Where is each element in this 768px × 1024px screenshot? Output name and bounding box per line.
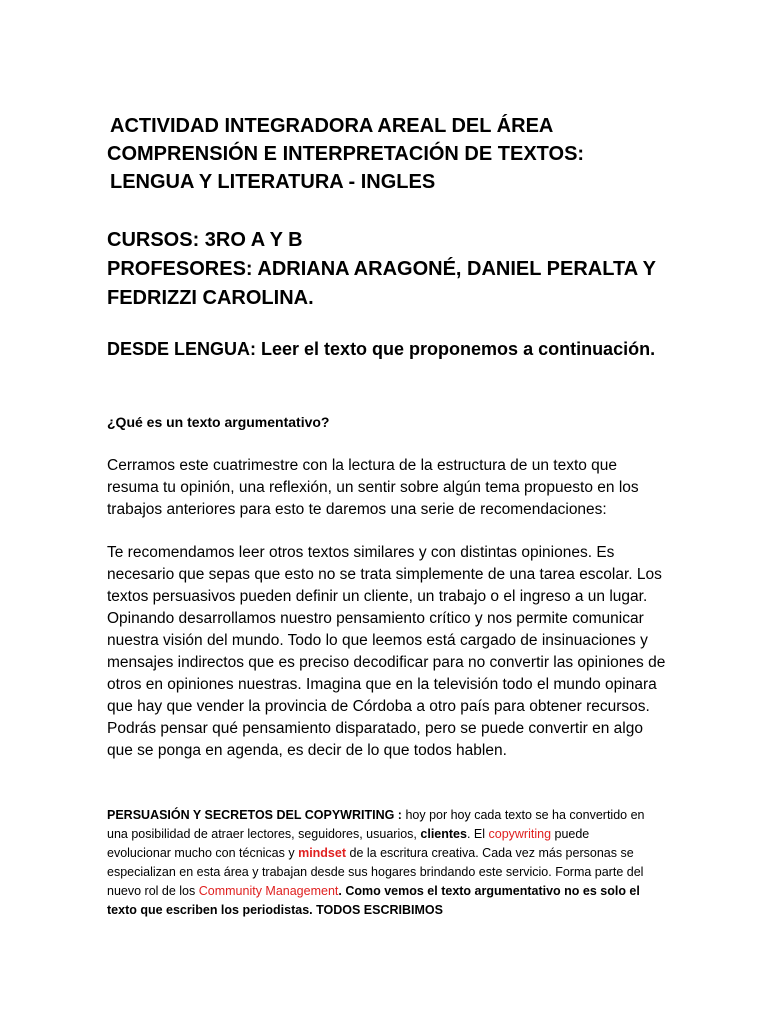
mindset-word: mindset bbox=[298, 846, 347, 860]
paragraph-copywriting bbox=[107, 806, 647, 920]
copywriting-heading: PERSUASIÓN Y SECRETOS DEL COPYWRITING : bbox=[107, 808, 402, 822]
title-line-2: COMPRENSIÓN E INTERPRETACIÓN DE TEXTOS: bbox=[107, 143, 585, 165]
copywriting-text-e: . Como vemos el texto argumentativo no es solo el texto que escriben los periodistas. TODOS ESCRIBIMOS bbox=[107, 884, 640, 917]
courses-line: CURSOS: 3RO A Y B bbox=[107, 229, 303, 251]
copywriting-text-b: . El bbox=[466, 827, 489, 841]
lengua-text: Leer el texto que proponemos a continuación. bbox=[256, 339, 656, 359]
paragraph-recommendations: Te recomendamos leer otros textos similares y con distintas opiniones. Es necesario que sepas que esto no se trata simplemente de una tarea escolar. Los textos persuasivos pueden definir un cliente, un trabajo o el ingreso a un lugar. Opinando desarrollamos nuestro pensamiento crítico y nos permite comunicar nuestra visión del mundo. Todo lo que leemos está cargado de insinuaciones y mensajes indirectos que es preciso decodificar para no convertir las opiniones de otros en opiniones nuestras. Imagina que en la televisión todo el mundo opinara que hay que vender la provincia de Córdoba a otro país para obtener recursos. Podrás pensar qué pensamiento disparatado, pero se puede convertir en algo que se ponga en agenda, es decir de lo que todos hablen. bbox=[107, 544, 666, 759]
course-info bbox=[107, 226, 727, 313]
section-question: ¿Qué es un texto argumentativo? bbox=[107, 414, 330, 430]
clientes-word: clientes bbox=[420, 827, 467, 841]
copywriting-word: copywriting bbox=[488, 827, 552, 841]
lengua-label: DESDE LENGUA: bbox=[107, 339, 257, 359]
paragraph-intro: Cerramos este cuatrimestre con la lectura de la estructura de un texto que resuma tu opinión, una reflexión, un sentir sobre algún tema propuesto en los trabajos anteriores para esto te daremos una serie de recomendaciones: bbox=[107, 457, 639, 518]
copywriting-text-c: puede evolucionar mucho con técnicas y bbox=[107, 827, 590, 860]
copywriting-text-a: hoy por hoy cada texto se ha convertido en una posibilidad de atraer lectores, seguidores, usuarios, bbox=[107, 808, 645, 841]
teachers-line-2: FEDRIZZI CAROLINA. bbox=[107, 287, 314, 309]
title-line-3: LENGUA Y LITERATURA - INGLES bbox=[110, 171, 436, 193]
copywriting-text-d: de la escritura creativa. Cada vez más personas se especializan en esta área y trabajan desde sus hogares brindando este servicio. Forma parte del nuevo rol de los bbox=[107, 846, 644, 898]
teachers-line-1: PROFESORES: ADRIANA ARAGONÉ, DANIEL PERALTA Y bbox=[107, 258, 656, 280]
community-management-word: Community Management bbox=[198, 884, 339, 898]
lengua-instruction bbox=[107, 336, 727, 362]
title-line-1: ACTIVIDAD INTEGRADORA AREAL DEL ÁREA bbox=[110, 115, 554, 137]
document-title bbox=[107, 112, 727, 196]
